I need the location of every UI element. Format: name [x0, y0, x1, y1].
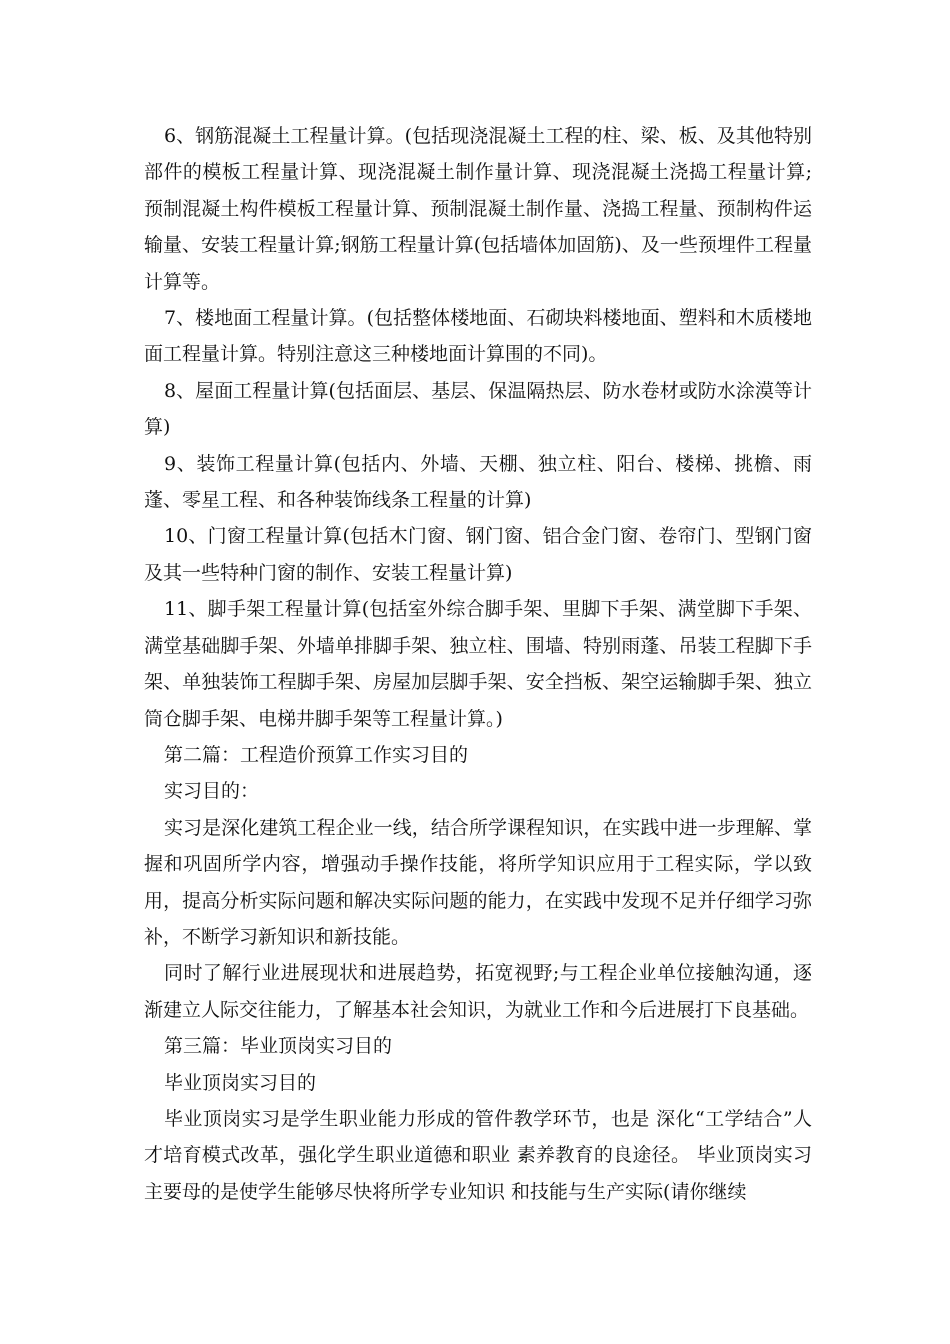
paragraph-item-8-roof: 8、屋面工程量计算(包括面层、基层、保温隔热层、防水卷材或防水涂漠等计算): [144, 379, 812, 439]
subheading-graduation-internship: 毕业顶岗实习目的: [164, 1071, 317, 1094]
paragraph-item-6-rebar-concrete: 6、钢筋混凝土工程量计算。(包括现浇混凝土工程的柱、梁、板、及其他特别部件的模板工程量计算、现浇混凝土制作量计算、现浇混凝土浇捣工程量计算;预制混凝土构件模板工程量计算、预制混凝土制作量、浇捣工程量、预制构件运输量、安装工程量计算;钢筋工程量计算(包括墙体加固筋)、及一些预埋件工程量计算等。: [144, 125, 812, 293]
section-heading-part-two: 第二篇：工程造价预算工作实习目的: [164, 743, 469, 766]
paragraph-internship-body: 实习是深化建筑工程企业一线，结合所学课程知识，在实践中进一步理解、掌握和巩固所学内容，增强动手操作技能，将所学知识应用于工程实际，学以致用，提高分析实际问题和解决实际问题的能力，在实践中发现不足并仔细学习弥补，不断学习新知识和新技能。: [144, 816, 812, 948]
paragraph-industry-understanding: 同时了解行业进展现状和进展趋势，拓宽视野;与工程企业单位接触沟通，逐渐建立人际交往能力，了解基本社会知识，为就业工作和今后进展打下良基础。: [144, 962, 812, 1021]
document-body: [144, 118, 812, 1210]
section-heading-part-three: 第三篇：毕业顶岗实习目的: [164, 1035, 393, 1058]
subheading-internship-purpose: 实习目的：: [164, 780, 260, 803]
paragraph-item-7-floor: 7、楼地面工程量计算。(包括整体楼地面、石砌块料楼地面、塑料和木质楼地面工程量计算。特别注意这三种楼地面计算围的不同)。: [144, 307, 812, 366]
paragraph-item-10-doors-windows: 10、门窗工程量计算(包括木门窗、钢门窗、铝合金门窗、卷帘门、型钢门窗及其一些特种门窗的制作、安装工程量计算): [144, 525, 812, 584]
paragraph-item-11-scaffolding: 11、脚手架工程量计算(包括室外综合脚手架、里脚下手架、满堂脚下手架、满堂基础脚手架、外墙单排脚手架、独立柱、围墙、特别雨蓬、吊装工程脚下手架、单独装饰工程脚手架、房屋加层脚手架、安全挡板、架空运输脚手架、独立筒仓脚手架、电梯井脚手架等工程量计算。): [144, 598, 812, 730]
paragraph-item-9-decoration: 9、装饰工程量计算(包括内、外墙、天棚、独立柱、阳台、楼梯、挑檐、雨蓬、零星工程、和各种装饰线条工程量的计算): [144, 452, 812, 512]
paragraph-graduation-internship-body: 毕业顶岗实习是学生职业能力形成的管件教学环节，也是 深化“工学结合”人才培育模式改革，强化学生职业道德和职业 素养教育的良途径。 毕业顶岗实习主要母的是使学生能够尽快将所学专业知识 和技能与生产实际(请你继续: [144, 1107, 812, 1203]
